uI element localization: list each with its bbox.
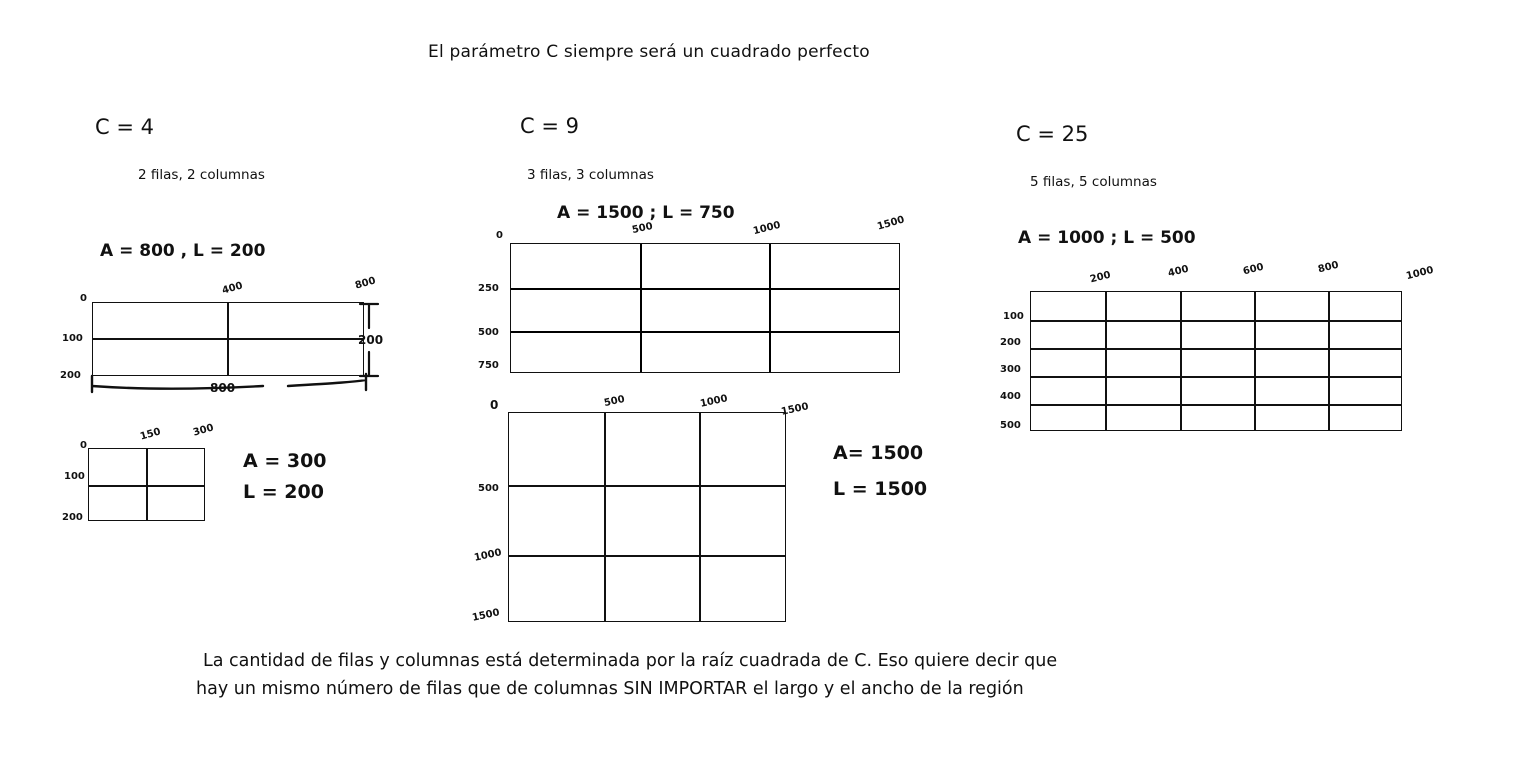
formula-c4-d2-line1: A = 300 <box>243 450 327 472</box>
ytick-c25-2: 300 <box>1000 364 1021 375</box>
xtick-c25-3: 800 <box>1316 259 1340 276</box>
formula-c9-d1: A = 1500 ; L = 750 <box>557 203 735 223</box>
xtick-c4-d1-0: 0 <box>80 293 87 304</box>
height-label-c4-d1: 200 <box>358 333 384 347</box>
ytick-c9-d1-1: 250 <box>478 283 499 294</box>
ytick-c25-3: 400 <box>1000 391 1021 402</box>
grid-c25-d1 <box>1030 291 1402 431</box>
caption-line-1: La cantidad de filas y columnas está determinada por la raíz cuadrada de C. Eso quiere decir que <box>203 651 1058 671</box>
xtick-c9-d1-0: 0 <box>496 230 503 241</box>
ytick-c4-d1-2: 200 <box>60 370 81 381</box>
grid-line-horizontal <box>1031 376 1401 378</box>
grid-line-horizontal <box>509 485 785 487</box>
grid-c9-d2 <box>508 412 786 622</box>
grid-line-vertical <box>769 244 771 372</box>
grid-c4-d1 <box>92 302 364 376</box>
xtick-c4-d1-1: 400 <box>220 280 244 297</box>
xtick-c4-d1-2: 800 <box>353 275 377 292</box>
xtick-c9-d2-2: 1000 <box>699 393 729 410</box>
ytick-c9-d1-3: 750 <box>478 360 499 371</box>
section-heading-c9: C = 9 <box>520 114 579 138</box>
caption-line-2: hay un mismo número de filas que de columnas SIN IMPORTAR el largo y el ancho de la región <box>196 679 1024 699</box>
xtick-c9-d2-1: 500 <box>603 393 626 410</box>
ytick-c9-d1-2: 500 <box>478 327 499 338</box>
ytick-c25-1: 200 <box>1000 337 1021 348</box>
section-sub-c25: 5 filas, 5 columnas <box>1030 174 1157 190</box>
xtick-c25-0: 200 <box>1088 269 1112 286</box>
xtick-c9-d2-0: 0 <box>490 398 499 412</box>
xtick-c9-d1-3: 1500 <box>876 214 906 233</box>
ytick-c9-d2-3: 1500 <box>471 607 501 624</box>
xtick-c9-d1-2: 1000 <box>752 219 782 238</box>
xtick-c25-1: 400 <box>1166 263 1190 280</box>
xtick-c4-d2-0: 0 <box>80 440 87 451</box>
xtick-c4-d2-2: 300 <box>191 422 215 439</box>
section-heading-c4: C = 4 <box>95 115 154 139</box>
grid-line-horizontal <box>93 338 363 340</box>
ytick-c9-d2-2: 1000 <box>473 547 503 564</box>
formula-c4-d1: A = 800 , L = 200 <box>100 241 266 261</box>
grid-line-horizontal <box>1031 320 1401 322</box>
xtick-c9-d2-3: 1500 <box>780 401 810 418</box>
grid-line-horizontal <box>511 288 899 290</box>
section-heading-c25: C = 25 <box>1016 122 1089 146</box>
xtick-c9-d1-1: 500 <box>631 220 654 237</box>
grid-line-vertical <box>640 244 642 372</box>
ytick-c4-d2-1: 100 <box>64 471 85 482</box>
xtick-c25-4: 1000 <box>1405 264 1435 283</box>
ytick-c25-4: 500 <box>1000 420 1021 431</box>
grid-line-horizontal <box>89 485 204 487</box>
formula-c25-d1: A = 1000 ; L = 500 <box>1018 228 1196 248</box>
width-label-c4-d1: 800 <box>210 381 236 395</box>
grid-line-horizontal <box>511 331 899 333</box>
grid-c9-d1 <box>510 243 900 373</box>
formula-c4-d2-line2: L = 200 <box>243 481 324 503</box>
section-sub-c4: 2 filas, 2 columnas <box>138 167 265 183</box>
grid-line-vertical <box>604 413 606 621</box>
ytick-c4-d2-2: 200 <box>62 512 83 523</box>
xtick-c4-d2-1: 150 <box>138 426 162 443</box>
grid-line-horizontal <box>1031 404 1401 406</box>
page-title: El parámetro C siempre será un cuadrado perfecto <box>428 42 870 62</box>
grid-line-vertical <box>699 413 701 621</box>
ytick-c25-0: 100 <box>1003 311 1024 322</box>
grid-line-vertical <box>1328 292 1330 430</box>
grid-line-vertical <box>1105 292 1107 430</box>
formula-c9-d2-line2: L = 1500 <box>833 478 928 500</box>
grid-c4-d2 <box>88 448 205 521</box>
xtick-c25-2: 600 <box>1241 261 1265 278</box>
formula-c9-d2-line1: A= 1500 <box>833 442 924 464</box>
section-sub-c9: 3 filas, 3 columnas <box>527 167 654 183</box>
grid-line-vertical <box>1180 292 1182 430</box>
ytick-c9-d2-1: 500 <box>478 483 499 494</box>
ytick-c4-d1-1: 100 <box>62 333 83 344</box>
grid-line-horizontal <box>509 555 785 557</box>
grid-line-horizontal <box>1031 348 1401 350</box>
grid-line-vertical <box>1254 292 1256 430</box>
